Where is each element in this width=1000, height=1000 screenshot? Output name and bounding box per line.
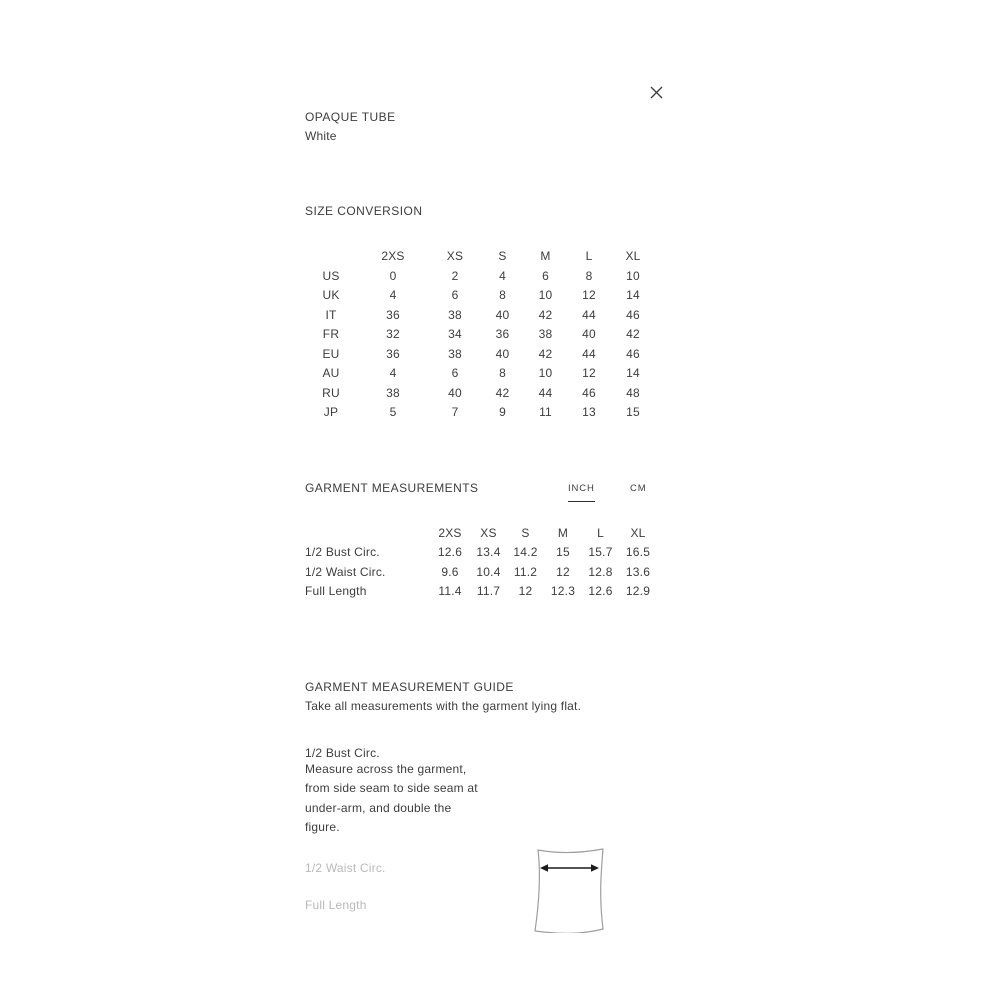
size-cell: 38 — [538, 327, 553, 341]
corner-cell — [305, 247, 357, 267]
meas-cell: 12 — [556, 564, 570, 579]
size-cell: 7 — [451, 405, 459, 419]
size-col-header: XL — [625, 249, 641, 263]
close-x-glyph — [650, 86, 663, 99]
guide-item-length-label[interactable]: Full Length — [305, 898, 367, 912]
meas-row-label: 1/2 Bust Circ. — [305, 545, 380, 560]
meas-cell: 12.8 — [588, 564, 613, 579]
size-cell: 40 — [582, 327, 596, 341]
tube-top-outline — [535, 849, 603, 933]
size-cell: 46 — [626, 346, 640, 361]
size-cell: 8 — [499, 366, 506, 380]
size-cell: 40 — [448, 385, 462, 400]
description-line: figure. — [305, 819, 340, 834]
meas-col-header: M — [557, 526, 569, 540]
size-cell: 11 — [539, 405, 552, 419]
guide-item-bust-description — [305, 760, 478, 837]
size-row-label: AU — [322, 366, 340, 380]
size-cell: 4 — [389, 288, 397, 302]
size-cell: 10 — [538, 366, 553, 380]
size-row-label: JP — [323, 405, 339, 419]
meas-col-header: XS — [480, 526, 497, 540]
size-cell: 10 — [626, 268, 640, 283]
guide-item-waist-label[interactable]: 1/2 Waist Circ. — [305, 861, 386, 875]
size-cell: 0 — [389, 268, 397, 283]
size-conversion-table — [305, 247, 655, 423]
meas-cell: 12.3 — [550, 584, 576, 599]
measurement-guide-title: GARMENT MEASUREMENT GUIDE — [305, 680, 514, 694]
unit-toggle-inch[interactable]: INCH — [568, 483, 595, 502]
size-col-header: 2XS — [381, 249, 405, 263]
size-cell: 6 — [542, 268, 549, 283]
size-cell: 6 — [451, 288, 459, 302]
meas-cell: 15 — [556, 545, 570, 560]
size-cell: 40 — [495, 307, 510, 322]
size-cell: 48 — [626, 385, 640, 400]
size-cell: 46 — [582, 385, 596, 400]
size-col-header: XS — [446, 249, 464, 263]
meas-cell: 14.2 — [513, 545, 538, 560]
size-col-header: M — [540, 249, 551, 263]
garment-measurements-table — [305, 524, 657, 602]
size-cell: 40 — [495, 346, 510, 361]
size-cell: 8 — [585, 268, 593, 283]
size-cell: 32 — [386, 327, 400, 341]
size-cell: 42 — [495, 385, 510, 400]
meas-cell: 11.2 — [513, 564, 538, 579]
meas-col-header: XL — [630, 526, 646, 540]
size-cell: 38 — [386, 385, 400, 400]
size-cell: 4 — [499, 268, 506, 283]
size-cell: 42 — [626, 327, 640, 341]
size-conversion-title: SIZE CONVERSION — [305, 204, 423, 218]
meas-cell: 12 — [518, 584, 533, 599]
size-row-label: EU — [322, 346, 340, 361]
meas-col-header: L — [597, 526, 604, 540]
meas-cell: 12.6 — [437, 545, 463, 560]
size-cell: 44 — [538, 385, 553, 400]
size-cell: 15 — [626, 405, 640, 419]
size-cell: 10 — [538, 288, 553, 302]
corner-cell — [305, 524, 430, 543]
size-cell: 36 — [495, 327, 510, 341]
description-line: Measure across the garment, — [305, 762, 467, 776]
description-line: under-arm, and double the — [305, 800, 452, 815]
size-cell: 38 — [448, 307, 462, 322]
size-row-label: US — [322, 268, 340, 283]
measurement-guide-intro: Take all measurements with the garment lying flat. — [305, 699, 582, 713]
size-cell: 8 — [499, 288, 506, 302]
size-cell: 36 — [386, 307, 400, 322]
size-cell: 6 — [451, 366, 459, 380]
meas-col-header: S — [521, 526, 530, 540]
size-cell: 46 — [626, 307, 640, 322]
meas-cell: 10.4 — [476, 564, 501, 579]
product-title: OPAQUE TUBE — [305, 110, 396, 124]
close-icon[interactable] — [646, 82, 666, 102]
size-cell: 13 — [582, 405, 596, 419]
meas-cell: 12.6 — [588, 584, 613, 599]
size-cell: 34 — [448, 327, 462, 341]
size-cell: 4 — [389, 366, 397, 380]
size-cell: 44 — [582, 307, 596, 322]
size-cell: 14 — [626, 288, 640, 302]
product-color: White — [305, 129, 337, 143]
description-line: from side seam to side seam at — [305, 781, 478, 796]
size-cell: 36 — [386, 346, 400, 361]
meas-cell: 11.7 — [476, 584, 501, 599]
size-row-label: FR — [322, 327, 340, 341]
meas-cell: 11.4 — [438, 584, 462, 599]
size-row-label: RU — [322, 385, 340, 400]
meas-cell: 13.6 — [625, 564, 651, 579]
size-cell: 38 — [448, 346, 462, 361]
size-col-header: S — [498, 249, 507, 263]
meas-cell: 16.5 — [625, 545, 651, 560]
size-cell: 12 — [582, 288, 596, 302]
size-cell: 9 — [499, 405, 506, 419]
size-cell: 42 — [538, 307, 553, 322]
meas-cell: 13.4 — [476, 545, 501, 560]
size-cell: 5 — [389, 405, 397, 419]
size-col-header: L — [585, 249, 593, 263]
size-cell: 12 — [582, 366, 596, 380]
size-row-label: UK — [322, 288, 340, 302]
meas-row-label: 1/2 Waist Circ. — [305, 564, 386, 579]
size-cell: 44 — [582, 346, 596, 361]
bust-measure-arrow — [540, 864, 599, 872]
meas-cell: 12.9 — [625, 584, 651, 599]
meas-cell: 15.7 — [588, 545, 613, 560]
meas-cell: 9.6 — [441, 564, 459, 579]
size-row-label: IT — [325, 307, 337, 322]
size-cell: 42 — [538, 346, 553, 361]
unit-toggle-cm[interactable]: CM — [630, 483, 647, 494]
guide-item-bust-label[interactable]: 1/2 Bust Circ. — [305, 746, 380, 760]
meas-col-header: 2XS — [438, 526, 462, 540]
size-cell: 2 — [451, 268, 459, 283]
garment-measurements-title: GARMENT MEASUREMENTS — [305, 481, 479, 495]
size-cell: 14 — [626, 366, 640, 380]
meas-row-label: Full Length — [305, 584, 367, 599]
tube-top-diagram — [531, 845, 609, 933]
